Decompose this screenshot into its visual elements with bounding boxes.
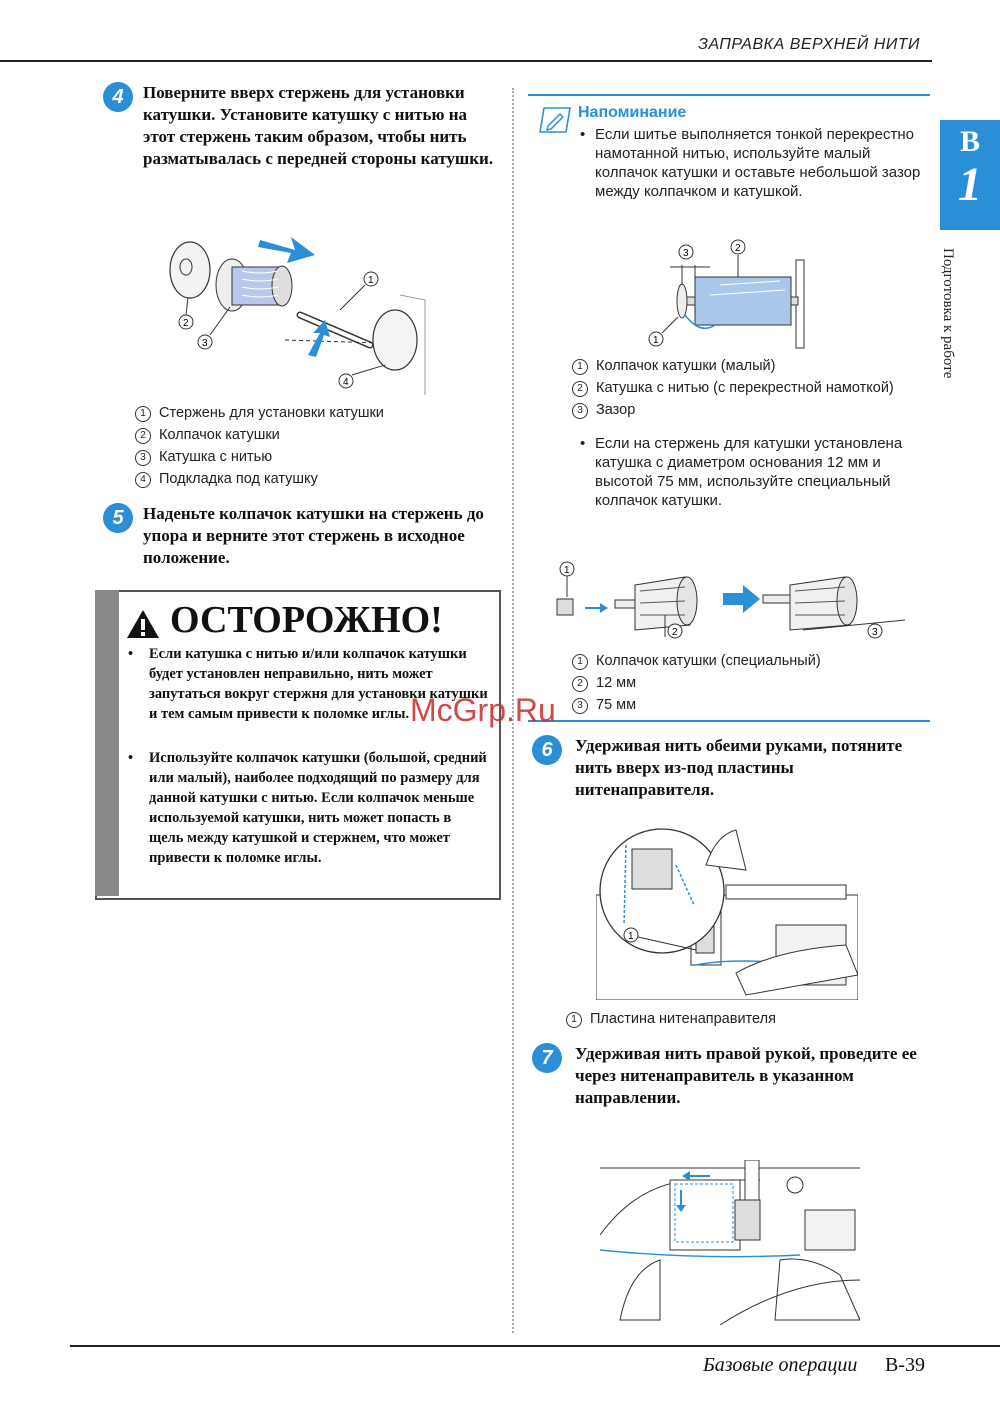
- note-bottom-rule: [528, 720, 930, 722]
- note-bullet-1: • Если шитье выполняется тонкой перекрестно намотанной нитью, используйте малый колпачок катушки и оставьте небольшой зазор между колпачком и катушкой.: [580, 126, 921, 200]
- thread-guide-plate-illustration: [596, 825, 858, 1000]
- legend-item: 2 Катушка с нитью (с перекрестной намоткой): [572, 377, 932, 399]
- caution-title: ОСТОРОЖНО!: [170, 599, 443, 641]
- diagram-callout-3: 3: [683, 248, 689, 259]
- chapter-vertical-label: [940, 248, 984, 418]
- thread-guide-path-illustration: [600, 1160, 860, 1325]
- step-5-icon: 5: [103, 503, 133, 533]
- callout-4: 4: [343, 377, 349, 388]
- legend-item: 1 Колпачок катушки (специальный): [572, 650, 932, 672]
- note-legend-2: [572, 650, 932, 716]
- special-callout-1: 1: [564, 565, 570, 576]
- spool-pin-illustration: [160, 225, 430, 395]
- note-top-rule: [528, 94, 930, 96]
- legend-item: 1 Стержень для установки катушки: [135, 402, 495, 424]
- step-6-text: Удерживая нить обеими руками, потяните нить вверх из-под пластины нитенаправителя.: [575, 736, 903, 799]
- header-rule: [0, 60, 932, 62]
- diagram-callout-2: 2: [735, 243, 741, 254]
- step-7-text: Удерживая нить правой рукой, проведите ее через нитенаправитель в указанном направлении.: [575, 1044, 917, 1107]
- page-number: B-39: [885, 1354, 925, 1376]
- caution-bullet-2: • Используйте колпачок катушки (большой, средний или малый), наиболее подходящий по размеру для данной катушки с нитью. Если колпачок меньше используемой катушки, нить может попасть в щель между катушкой и стержнем, что может привести к поломке иглы.: [128, 750, 487, 866]
- chapter-vertical-text: Подготовка к работе: [940, 248, 956, 379]
- special-callout-2: 2: [672, 627, 678, 638]
- legend-item: 2 Колпачок катушки: [135, 424, 495, 446]
- watermark: McGrp.Ru: [410, 692, 556, 728]
- legend-item: 4 Подкладка под катушку: [135, 468, 495, 490]
- small-cap-diagram: [640, 235, 820, 350]
- note-bullet-2: • Если на стержень для катушки установлена катушка с диаметром основания 12 мм и высотой 75 мм, используйте специальный колпачок катушки.: [580, 435, 903, 509]
- step-4-icon: 4: [103, 82, 133, 112]
- legend-item: 2 12 мм: [572, 672, 932, 694]
- special-callout-3: 3: [872, 627, 878, 638]
- warning-icon: [125, 608, 161, 640]
- special-cap-diagram: [545, 555, 915, 655]
- running-header: ЗАПРАВКА ВЕРХНЕЙ НИТИ: [698, 36, 920, 53]
- legend-item: 1 Колпачок катушки (малый): [572, 355, 932, 377]
- step-4-text: Поверните вверх стержень для установки катушки. Установите катушку с нитью на этот стержень таким образом, чтобы нить разматывалась с передней стороны катушки.: [143, 83, 494, 168]
- legend-item: 3 75 мм: [572, 694, 932, 716]
- step-6-legend: [566, 1008, 926, 1030]
- chapter-tab[interactable]: [940, 120, 1000, 230]
- caution-side-strip: [95, 590, 119, 896]
- footer-rule: [70, 1345, 1000, 1347]
- caution-bullet-1: • Если катушка с нитью и/или колпачок катушки будет установлен неправильно, нить может запутаться вокруг стержня для установки катушки и тем самым привести к поломке иглы.: [128, 646, 488, 722]
- chapter-number: 1: [958, 158, 982, 211]
- diagram-callout-1: 1: [653, 335, 659, 346]
- step-5-text: Наденьте колпачок катушки на стержень до упора и верните этот стержень в исходное положение.: [143, 504, 484, 567]
- legend-item: 3 Зазор: [572, 399, 932, 421]
- legend-item: 1 Пластина нитенаправителя: [566, 1008, 926, 1030]
- callout-2: 2: [183, 318, 189, 329]
- step-6-icon: 6: [532, 735, 562, 765]
- plate-callout-1: 1: [628, 931, 634, 942]
- step-7-icon: 7: [532, 1043, 562, 1073]
- note-title: Напоминание: [578, 104, 687, 121]
- footer-section: Базовые операции: [703, 1354, 858, 1376]
- note-legend-1: [572, 355, 932, 421]
- legend-item: 3 Катушка с нитью: [135, 446, 495, 468]
- step-4-legend: [135, 402, 495, 490]
- chapter-letter: B: [959, 125, 980, 158]
- pencil-note-icon: [538, 104, 572, 134]
- callout-3: 3: [202, 338, 208, 349]
- callout-1: 1: [368, 275, 374, 286]
